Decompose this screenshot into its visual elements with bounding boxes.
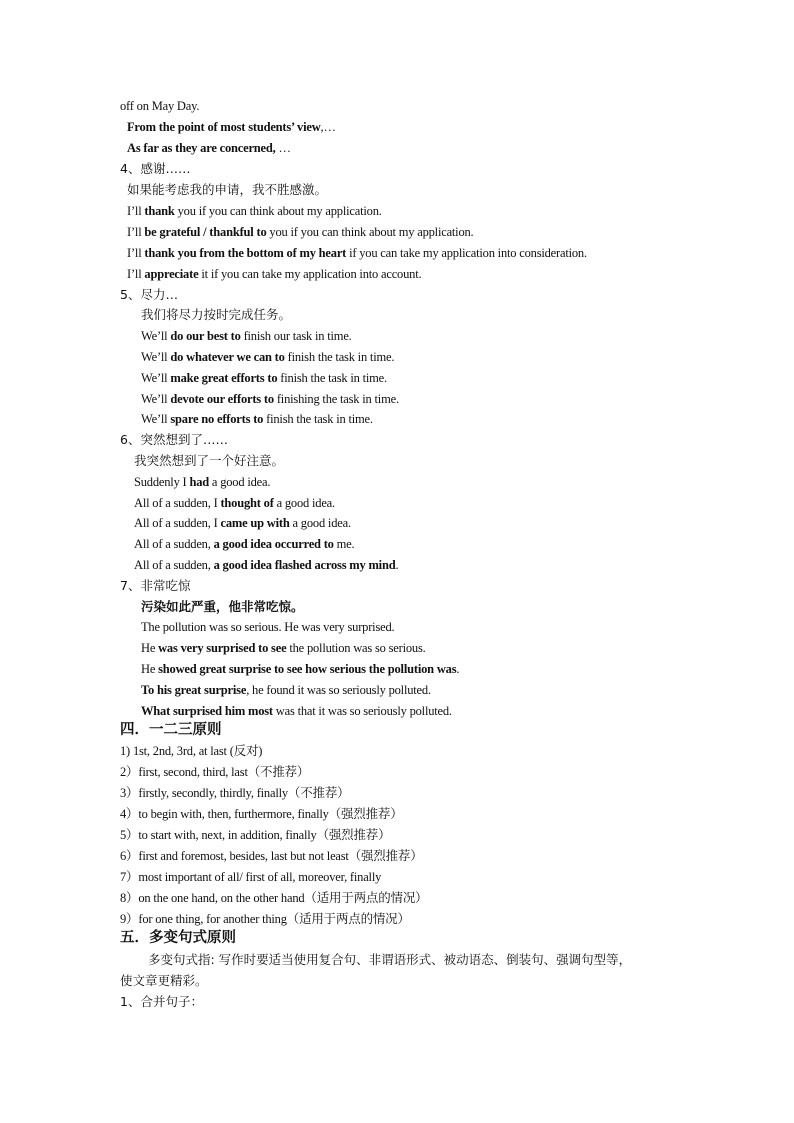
text-run: finish the task in time.	[263, 412, 373, 426]
text-run: All of a sudden, I	[134, 516, 221, 530]
text-line	[141, 307, 291, 323]
text-run: 1) 1st, 2nd, 3rd, at last (反对)	[120, 744, 263, 758]
text-line	[120, 578, 190, 594]
text-run: .	[395, 558, 399, 572]
text-run: 6、突然想到了……	[120, 432, 228, 447]
text-run: it if you can take my application into account.	[198, 267, 422, 281]
text-run: 五．多变句式原则	[120, 930, 236, 946]
text-line	[141, 619, 394, 635]
text-line	[120, 432, 228, 448]
text-run: 7）most important of all/ first of all, moreover, finally	[120, 870, 382, 884]
bold-phrase: thought of	[220, 496, 274, 510]
bold-phrase: make great efforts to	[170, 371, 278, 385]
text-run: finish the task in time.	[284, 350, 395, 364]
text-run: if you can take my application into consideration.	[346, 246, 587, 260]
text-run: you if you can think about my application.	[174, 204, 382, 218]
text-line	[127, 224, 473, 240]
text-run: 2）first, second, third, last（不推荐）	[120, 765, 310, 779]
bold-phrase: What surprised him most	[141, 704, 273, 718]
text-run: 四．一二三原则	[120, 722, 222, 738]
text-line	[134, 495, 335, 511]
text-run: 8）on the one hand, on the other hand（适用于两点的情况）	[120, 891, 428, 905]
text-line	[120, 890, 427, 906]
text-line	[120, 994, 203, 1010]
text-run: The pollution was so serious. He was very surprised.	[141, 620, 395, 634]
text-run: We’ll	[141, 392, 171, 406]
text-line	[141, 328, 352, 344]
text-line	[141, 411, 373, 427]
bold-phrase: To his great surprise	[141, 683, 247, 697]
text-run: We’ll	[141, 371, 171, 385]
text-line	[127, 245, 587, 261]
text-line	[120, 98, 199, 114]
bold-phrase: spare no efforts to	[170, 412, 264, 426]
bold-phrase: 污染如此严重，他非常吃惊。	[141, 599, 304, 614]
text-line	[120, 764, 309, 780]
text-line	[141, 349, 394, 365]
text-run: 5、尽力…	[120, 287, 178, 302]
text-run: I’ll	[127, 204, 145, 218]
text-line	[127, 119, 336, 135]
section-heading	[120, 722, 222, 738]
bold-phrase: came up with	[220, 516, 290, 530]
bold-phrase: thank	[144, 204, 175, 218]
text-run: 如果能考虑我的申请，我不胜感激。	[127, 182, 328, 197]
text-run: 多变句式指: 写作时要适当使用复合句、非谓语形式、被动语态、倒装句、强调句型等，	[148, 952, 632, 967]
text-run: 9）for one thing, for another thing（适用于两点的情况）	[120, 912, 410, 926]
text-run: finishing the task in time.	[273, 392, 399, 406]
text-line	[141, 391, 399, 407]
text-line	[127, 203, 382, 219]
text-line	[141, 599, 304, 615]
text-line	[127, 140, 291, 156]
text-run: a good idea.	[289, 516, 351, 530]
text-run: a good idea.	[209, 475, 271, 489]
text-line	[134, 557, 398, 573]
text-run: finish the task in time.	[277, 371, 387, 385]
text-run: We’ll	[141, 412, 171, 426]
bold-phrase: From the point of most students’ view	[127, 120, 321, 134]
text-run: 我突然想到了一个好注意。	[134, 453, 285, 468]
text-line	[148, 952, 631, 968]
text-line	[134, 453, 284, 469]
text-line	[141, 661, 459, 677]
text-line	[141, 682, 431, 698]
text-run: He	[141, 662, 159, 676]
text-run: , he found it was so seriously polluted.	[246, 683, 431, 697]
bold-phrase: was very surprised to see	[158, 641, 287, 655]
text-run: 使文章更精彩。	[120, 973, 208, 988]
text-line	[134, 515, 351, 531]
text-line	[120, 848, 423, 864]
text-run: ,…	[320, 120, 336, 134]
text-run: 6）first and foremost, besides, last but not least（强烈推荐）	[120, 849, 423, 863]
text-line	[120, 161, 190, 177]
text-run: 4）to begin with, then, furthermore, finally（强烈推荐）	[120, 807, 403, 821]
text-run: I’ll	[127, 246, 145, 260]
text-line	[120, 827, 390, 843]
text-run: We’ll	[141, 350, 171, 364]
text-line	[120, 869, 381, 885]
text-run: All of a sudden,	[134, 558, 214, 572]
text-run: All of a sudden,	[134, 537, 214, 551]
bold-phrase: devote our efforts to	[170, 392, 274, 406]
bold-phrase: showed great surprise to see how serious the pollution was	[158, 662, 457, 676]
text-run: I’ll	[127, 267, 145, 281]
bold-phrase: do our best to	[170, 329, 241, 343]
text-line	[120, 287, 178, 303]
text-run: …	[275, 141, 291, 155]
text-run: finish our task in time.	[240, 329, 352, 343]
text-run: you if you can think about my application.	[266, 225, 474, 239]
text-run: 5）to start with, next, in addition, finally（强烈推荐）	[120, 828, 391, 842]
text-line	[141, 370, 387, 386]
bold-phrase: As far as they are concerned,	[127, 141, 276, 155]
text-line	[120, 785, 349, 801]
bold-phrase: a good idea occurred to	[213, 537, 334, 551]
text-run: I’ll	[127, 225, 145, 239]
bold-phrase: appreciate	[144, 267, 199, 281]
text-line	[127, 266, 421, 282]
text-line	[120, 973, 208, 989]
bold-phrase: had	[189, 475, 209, 489]
text-run: off on May Day.	[120, 99, 200, 113]
bold-phrase: do whatever we can to	[170, 350, 285, 364]
bold-phrase: a good idea flashed across my mind	[213, 558, 396, 572]
text-run: the pollution was so serious.	[286, 641, 426, 655]
text-line	[120, 911, 410, 927]
text-run: All of a sudden, I	[134, 496, 221, 510]
text-run: a good idea.	[273, 496, 335, 510]
bold-phrase: be grateful / thankful to	[144, 225, 267, 239]
text-line	[120, 806, 403, 822]
text-run: 我们将尽力按时完成任务。	[141, 307, 292, 322]
text-line	[120, 743, 262, 759]
text-run: 1、合并句子：	[120, 994, 203, 1009]
text-line	[134, 474, 270, 490]
bold-phrase: thank you from the bottom of my heart	[144, 246, 347, 260]
text-run: 3）firstly, secondly, thirdly, finally（不推荐）	[120, 786, 350, 800]
text-line	[134, 536, 354, 552]
text-run: He	[141, 641, 159, 655]
text-run: was that it was so seriously polluted.	[272, 704, 452, 718]
section-heading	[120, 930, 236, 946]
text-run: me.	[333, 537, 355, 551]
text-run: 7、非常吃惊	[120, 578, 191, 593]
text-run: Suddenly I	[134, 475, 190, 489]
text-run: We’ll	[141, 329, 171, 343]
text-run: .	[456, 662, 460, 676]
text-run: 4、感谢……	[120, 161, 191, 176]
text-line	[141, 640, 426, 656]
text-line	[141, 703, 452, 719]
text-line	[127, 182, 327, 198]
